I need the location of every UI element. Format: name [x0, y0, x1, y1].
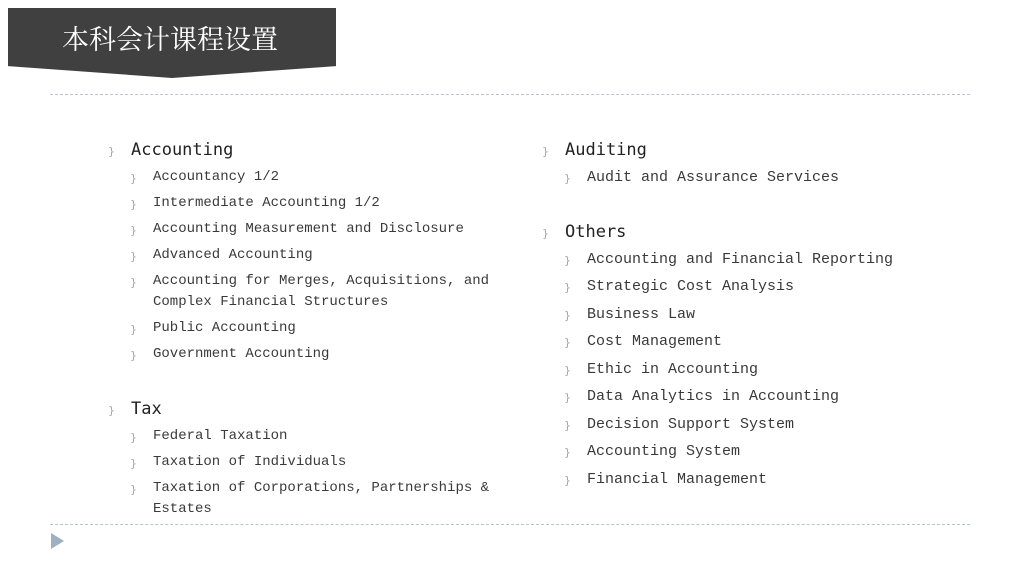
bullet-icon: }	[108, 145, 115, 158]
list-item: } Business Law	[562, 304, 960, 325]
bullet-icon: }	[130, 198, 137, 211]
bullet-icon: }	[542, 145, 549, 158]
bullet-icon: }	[564, 281, 571, 294]
list-item: } Strategic Cost Analysis	[562, 276, 960, 297]
list-item: } Accounting System	[562, 441, 960, 462]
section-heading-accounting: } Accounting	[106, 139, 526, 161]
list-item: } Public Accounting	[128, 318, 526, 339]
section-heading-tax: } Tax	[106, 398, 526, 420]
list-item: } Data Analytics in Accounting	[562, 386, 960, 407]
bullet-icon: }	[564, 363, 571, 377]
list-item: } Audit and Assurance Services	[562, 167, 960, 188]
bullet-icon: }	[130, 457, 137, 470]
right-column	[540, 139, 960, 496]
bullet-icon: }	[130, 349, 137, 362]
bullet-icon: }	[130, 323, 137, 336]
bullet-icon: }	[130, 250, 137, 263]
list-item: } Decision Support System	[562, 414, 960, 435]
bullet-icon: }	[564, 473, 571, 487]
list-item: } Accounting for Merges, Acquisitions, and Complex Financial Structures	[130, 273, 490, 310]
bullet-icon: }	[564, 308, 571, 322]
list-item: } Intermediate Accounting 1/2	[128, 193, 526, 214]
auditing-list	[562, 167, 960, 188]
list-item: } Financial Management	[562, 469, 960, 490]
bottom-divider	[50, 524, 970, 525]
list-item: } Taxation of Corporations, Partnerships & Estates	[130, 480, 490, 517]
list-item: } Federal Taxation	[128, 426, 526, 447]
bullet-icon: }	[542, 226, 549, 240]
list-item: } Ethic in Accounting	[562, 359, 960, 380]
bullet-icon: }	[130, 172, 137, 185]
list-item: } Accountancy 1/2	[128, 167, 526, 188]
bullet-icon: }	[564, 446, 571, 459]
bullet-icon: }	[130, 224, 137, 237]
list-item: } Accounting Measurement and Disclosure	[128, 219, 526, 240]
list-item: } Cost Management	[562, 331, 960, 352]
tax-list	[128, 426, 526, 520]
bullet-icon: }	[564, 172, 571, 185]
accounting-list	[128, 167, 526, 365]
bullet-icon: }	[130, 483, 137, 496]
bullet-icon: }	[130, 431, 137, 444]
bullet-icon: }	[108, 404, 115, 417]
left-column	[106, 139, 526, 525]
list-item: } Advanced Accounting	[128, 245, 526, 266]
list-item: } Accounting and Financial Reporting	[562, 249, 960, 270]
bullet-icon: }	[564, 253, 571, 267]
bullet-icon: }	[564, 418, 571, 432]
section-heading-others: } Others	[540, 221, 960, 243]
bullet-icon: }	[130, 276, 137, 289]
play-arrow-icon[interactable]	[51, 533, 64, 549]
others-list	[562, 249, 960, 490]
bullet-icon: }	[564, 336, 571, 349]
bullet-icon: }	[564, 391, 571, 404]
list-item: } Government Accounting	[128, 344, 526, 365]
page-title: 本科会计课程设置	[62, 25, 278, 56]
section-heading-auditing: } Auditing	[540, 139, 960, 161]
top-divider	[50, 94, 970, 95]
list-item: } Taxation of Individuals	[128, 452, 526, 473]
